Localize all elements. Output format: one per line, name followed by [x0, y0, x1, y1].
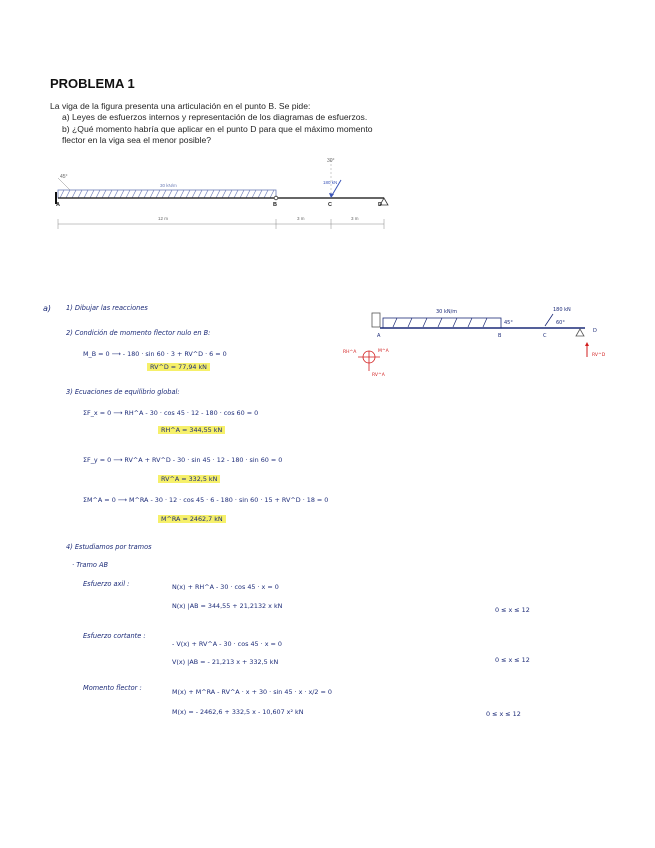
part-a-label: a): [43, 304, 52, 313]
shear-result: V(x) |AB = - 21,213 x + 332,5 kN: [172, 658, 279, 666]
step-4: 4) Estudiamos por tramos: [66, 543, 152, 551]
sketch-a-label: A: [377, 333, 381, 339]
problem-title: PROBLEMA 1: [50, 76, 135, 91]
node-d-label: D: [378, 202, 382, 208]
eq-mb: M_B = 0 ⟶ - 180 · sin 60 · 3 + RV^D · 6 = 0: [83, 350, 227, 358]
result-rha: RH^A = 344,55 kN: [158, 426, 225, 434]
angle-30-label: 30°: [327, 158, 335, 164]
dist-load-hatch: [60, 190, 274, 198]
step-2: 2) Condición de momento flector nulo en B:: [66, 329, 211, 337]
sketch-ma-label: M^A: [378, 349, 389, 354]
result-rvd: RV^D = 77,94 kN: [147, 363, 210, 371]
axial-result: N(x) |AB = 344,55 + 21,2132 x kN: [172, 602, 283, 610]
step-1: 1) Dibujar las reacciones: [66, 304, 148, 312]
sketch-load-label: 30 kN/m: [436, 309, 458, 315]
result-rva: RV^A = 332,5 kN: [158, 475, 220, 483]
moment-range: 0 ≤ x ≤ 12: [486, 710, 521, 718]
eq-fx: ΣF_x = 0 ⟶ RH^A - 30 · cos 45 · 12 - 180 · cos 60 = 0: [83, 409, 259, 417]
sketch-load-arrows: [393, 318, 487, 327]
moment-label: Momento flector :: [83, 684, 142, 692]
moment-result: M(x) = - 2462,6 + 332,5 x - 10,607 x² kN: [172, 708, 304, 716]
shear-equation: - V(x) + RV^A - 30 · cos 45 · x = 0: [172, 640, 282, 648]
dim-cd-label: 3 m: [351, 216, 359, 221]
sketch-rva-label: RV^A: [372, 373, 385, 378]
sketch-ang45-label: 45°: [504, 320, 513, 326]
result-mra: M^RA = 2462,7 kN: [158, 515, 226, 523]
sketch-ang60-label: 60°: [556, 320, 565, 326]
node-c-label: C: [328, 202, 332, 208]
sketch-wall: [372, 313, 380, 327]
sketch-point-load: [545, 314, 553, 326]
axial-equation: N(x) + RH^A - 30 · cos 45 · x = 0: [172, 583, 279, 591]
sketch-b-label: B: [498, 333, 502, 339]
sketch-point-label: 180 kN: [553, 307, 571, 313]
shear-label: Esfuerzo cortante :: [83, 632, 146, 640]
angle-45-label: 45°: [60, 174, 68, 180]
tramo-ab: · Tramo AB: [72, 561, 109, 569]
node-b-label: B: [273, 202, 277, 208]
node-a-label: A: [56, 202, 60, 208]
problem-item-b-line1: b) ¿Qué momento habría que aplicar en el punto D para que el máximo momento: [62, 124, 373, 134]
point-load-label: 180 kN: [323, 180, 338, 185]
eq-fy: ΣF_y = 0 ⟶ RV^A + RV^D - 30 · sin 45 · 12 - 180 · sin 60 = 0: [83, 456, 283, 464]
problem-item-a: a) Leyes de esfuerzos internos y representación de los diagramas de esfuerzos.: [62, 112, 368, 122]
step-3: 3) Ecuaciones de equilibrio global:: [66, 388, 180, 396]
sketch-rvd-label: RV^D: [592, 353, 606, 358]
sketch-d-label: D: [593, 328, 597, 334]
axial-range: 0 ≤ x ≤ 12: [495, 606, 530, 614]
dist-load-label: 30 kN/m: [160, 183, 177, 188]
shear-range: 0 ≤ x ≤ 12: [495, 656, 530, 664]
hinge-b: [274, 196, 278, 200]
dim-ab-label: 12 m: [158, 216, 169, 221]
axial-label: Esfuerzo axil :: [83, 580, 130, 588]
sketch-c-label: C: [543, 333, 547, 339]
dim-bc-label: 3 m: [297, 216, 305, 221]
problem-statement: La viga de la figura presenta una articulación en el punto B. Se pide:: [50, 101, 311, 111]
eq-ma: ΣM^A = 0 ⟶ M^RA - 30 · 12 · cos 45 · 6 - 180 · sin 60 · 15 + RV^D · 18 = 0: [83, 496, 329, 504]
sketch-rha-label: RH^A: [343, 350, 357, 355]
sketch-support-d: [576, 329, 584, 336]
moment-equation: M(x) + M^RA - RV^A · x + 30 · sin 45 · x · x/2 = 0: [172, 688, 332, 696]
problem-item-b-line2: flector en la viga sea el menor posible?: [62, 135, 212, 145]
